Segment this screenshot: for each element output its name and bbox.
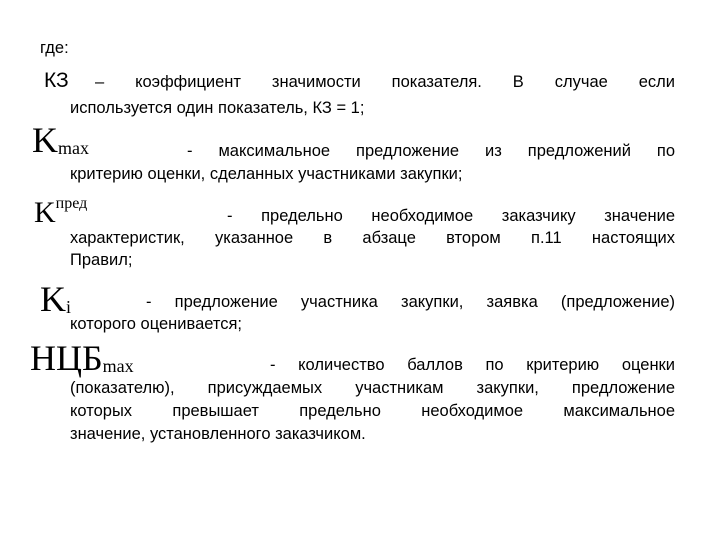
definition-ncb-line-3: которых превышает предельно необходимое максимальное (70, 402, 675, 420)
definition-kz-line-2: используется один показатель, КЗ = 1; (70, 99, 365, 117)
symbol-k-max-sub: max (58, 138, 89, 158)
symbol-k-i-main: K (40, 279, 66, 319)
definition-ki-line-2: которого оценивается; (70, 315, 243, 333)
symbol-k-pred (34, 195, 88, 229)
symbol-kz: КЗ (44, 69, 69, 92)
definition-kpred-line-1: - предельно необходимое заказчику значение (227, 207, 675, 225)
definition-kmax-line-1: - максимальное предложение из предложений по (187, 142, 675, 160)
definition-ncb-line-1: - количество баллов по критерию оценки (270, 356, 675, 374)
symbol-k-max-main: K (32, 120, 58, 160)
symbol-k-i-sub: i (66, 297, 72, 317)
definition-ncb-line-2: (показателю), присуждаемых участникам закупки, предложение (70, 379, 675, 397)
symbol-k-pred-main: K (34, 196, 56, 229)
definition-kz-line-1: – коэффициент значимости показателя. В случае если (95, 73, 675, 91)
definition-kmax-line-2: критерию оценки, сделанных участниками закупки; (70, 165, 463, 183)
symbol-k-i (40, 281, 71, 317)
definition-ncb-line-4: значение, установленного заказчиком. (70, 425, 366, 443)
definition-kpred-line-3: Правил; (70, 251, 133, 269)
symbol-k-max (32, 122, 89, 158)
symbol-ncb-max-main: НЦБ (30, 338, 103, 378)
definition-kpred-line-2: характеристик, указанное в абзаце втором п.11 настоящих (70, 229, 675, 247)
symbol-ncb-max-sub: max (102, 356, 134, 376)
definition-ki-line-1: - предложение участника закупки, заявка (предложение) (146, 293, 675, 311)
symbol-ncb-max (30, 340, 134, 376)
intro-label: где: (40, 39, 69, 57)
symbol-k-pred-sup: пред (55, 195, 88, 212)
